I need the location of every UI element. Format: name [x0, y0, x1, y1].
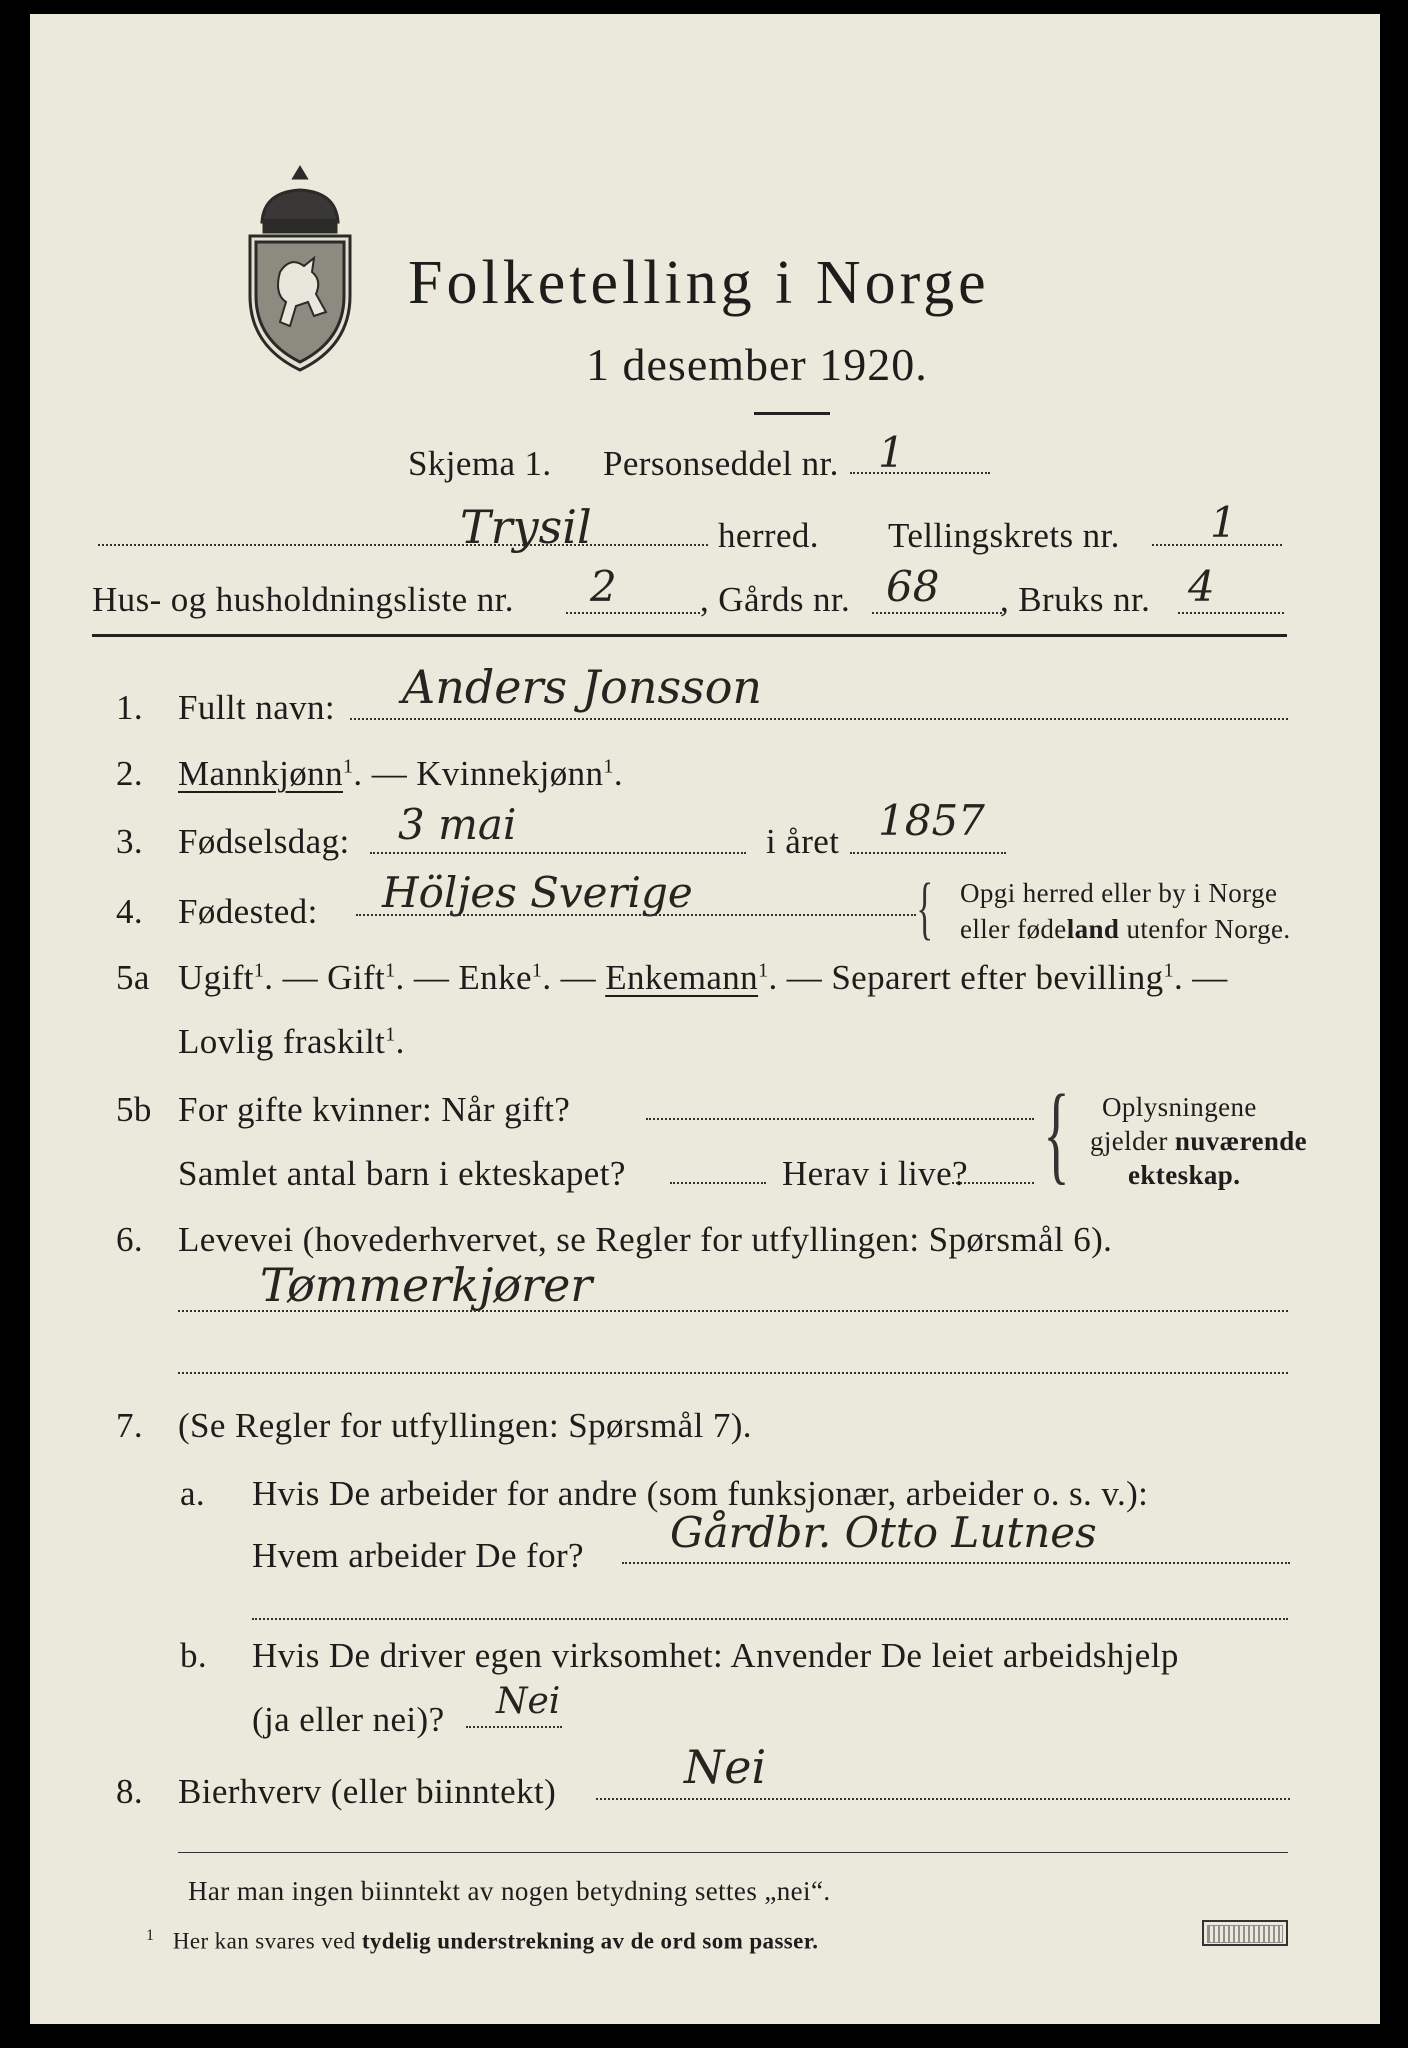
q7a-question: Hvem arbeider De for?	[252, 1536, 584, 1575]
title-rule	[754, 412, 830, 415]
q7a-text: Hvis De arbeider for andre (som funksjonær, arbeider o. s. v.):	[252, 1474, 1149, 1513]
husholdning-label: Hus- og husholdningsliste nr.	[92, 580, 514, 619]
q7a-letter: a.	[180, 1474, 206, 1513]
q5b-number: 5b	[116, 1090, 152, 1129]
q4-note-line1: Opgi herred eller by i Norge	[960, 878, 1278, 908]
birth-year-value[interactable]: 1857	[878, 796, 985, 845]
children-alive-line	[952, 1182, 1034, 1184]
tellingskrets-label: Tellingskrets nr.	[888, 516, 1120, 555]
herred-line	[98, 544, 708, 546]
year-label: i året	[766, 822, 840, 861]
header-divider	[92, 634, 1287, 637]
personseddel-value[interactable]: 1	[878, 428, 905, 477]
bruks-value[interactable]: 4	[1188, 562, 1215, 611]
q4-note-line2: eller fødeland utenfor Norge.	[960, 914, 1291, 944]
husholdning-value[interactable]: 2	[590, 562, 617, 611]
q4-label: Fødested:	[178, 892, 318, 931]
form-title: Folketelling i Norge	[408, 249, 990, 317]
occupation-line-2	[178, 1372, 1288, 1374]
q2-number: 2.	[116, 754, 144, 793]
divorced-option[interactable]: Lovlig fraskilt$^1$.	[178, 1022, 405, 1061]
herred-value[interactable]: Trysil	[460, 500, 592, 554]
q7b-letter: b.	[180, 1636, 208, 1675]
q5b-children-label: Samlet antal barn i ekteskapet?	[178, 1154, 626, 1193]
q5b-note-line1: Oplysningene	[1102, 1092, 1257, 1122]
q3-number: 3.	[116, 822, 144, 861]
census-date: 1 desember 1920.	[586, 339, 928, 390]
printer-stamp	[1202, 1920, 1288, 1946]
census-form-sheet	[30, 14, 1380, 2024]
q7b-question: (ja eller nei)?	[252, 1700, 445, 1739]
q6-label: Levevei (hovederhvervet, se Regler for utfyllingen: Spørsmål 6).	[178, 1220, 1113, 1259]
children-count-line	[670, 1182, 766, 1184]
q1-label: Fullt navn:	[178, 688, 336, 727]
side-income-line	[596, 1798, 1290, 1800]
q7-number: 7.	[116, 1406, 144, 1445]
q7b-text: Hvis De driver egen virksomhet: Anvender De leiet arbeidshjelp	[252, 1636, 1179, 1675]
birthday-value[interactable]: 3 mai	[398, 800, 517, 849]
q6-number: 6.	[116, 1220, 144, 1259]
gards-value[interactable]: 68	[886, 562, 940, 611]
q4-number: 4.	[116, 892, 144, 931]
q3-label: Fødselsdag:	[178, 822, 350, 861]
gards-line	[872, 612, 1002, 614]
occupation-line-1	[178, 1310, 1288, 1312]
income-note: Har man ingen biinntekt av nogen betydning settes „nei“.	[188, 1876, 831, 1906]
q5b-note-line2: gjelder nuværende	[1090, 1126, 1308, 1156]
side-income-value[interactable]: Nei	[684, 1740, 767, 1794]
norwegian-coat-of-arms-icon	[240, 162, 360, 382]
tellingskrets-value[interactable]: 1	[1210, 498, 1237, 547]
q5b-note-line3: ekteskap.	[1128, 1160, 1241, 1190]
enkemann-option[interactable]: Enkemann	[605, 958, 759, 997]
q5b-brace: {	[1043, 1072, 1070, 1194]
birthday-line	[370, 852, 746, 854]
q5b-married-label: For gifte kvinner: Når gift?	[178, 1090, 571, 1129]
schema-label: Skjema 1.	[408, 444, 552, 483]
q8-label: Bierhverv (eller biinntekt)	[178, 1772, 557, 1811]
hired-help-line	[466, 1726, 562, 1728]
married-when-line	[646, 1118, 1034, 1120]
tellingskrets-line	[1152, 544, 1282, 546]
q5b-alive-label: Herav i live?	[782, 1154, 968, 1193]
gards-label: , Gårds nr.	[700, 580, 851, 619]
birthplace-line	[356, 914, 916, 916]
q7-label: (Se Regler for utfyllingen: Spørsmål 7).	[178, 1406, 752, 1445]
notes-divider	[178, 1852, 1288, 1853]
employer-line-1	[622, 1562, 1290, 1564]
marital-status-options: Ugift$^1$. — Gift$^1$. — Enke$^1$. — Enkemann$^1$. — Separert efter bevilling$^1$. —	[178, 958, 1228, 997]
full-name-value[interactable]: Anders Jonsson	[402, 660, 763, 714]
hired-help-value[interactable]: Nei	[496, 1681, 561, 1722]
footnote: $^1$ Her kan svares ved tydelig understrekning av de ord som passer.	[146, 1927, 819, 1954]
full-name-line	[350, 718, 1288, 720]
q4-brace: {	[916, 870, 934, 947]
q5a-number: 5a	[116, 958, 150, 997]
q8-number: 8.	[116, 1772, 144, 1811]
employer-value[interactable]: Gårdbr. Otto Lutnes	[670, 1508, 1097, 1557]
birth-year-line	[850, 852, 1006, 854]
sex-male-option[interactable]: Mannkjønn	[178, 754, 343, 793]
herred-label: herred.	[718, 516, 819, 555]
q1-number: 1.	[116, 688, 144, 727]
personseddel-label: Personseddel nr.	[603, 444, 839, 483]
birthplace-value[interactable]: Höljes Sverige	[382, 868, 693, 917]
husholdning-line	[566, 612, 700, 614]
employer-line-2	[252, 1618, 1288, 1620]
personseddel-line	[850, 472, 990, 474]
bruks-label: , Bruks nr.	[1000, 580, 1151, 619]
occupation-value[interactable]: Tømmerkjører	[260, 1258, 593, 1312]
sex-options: Mannkjønn$^1$. — Kvinnekjønn$^1$.	[178, 754, 623, 793]
bruks-line	[1178, 612, 1284, 614]
